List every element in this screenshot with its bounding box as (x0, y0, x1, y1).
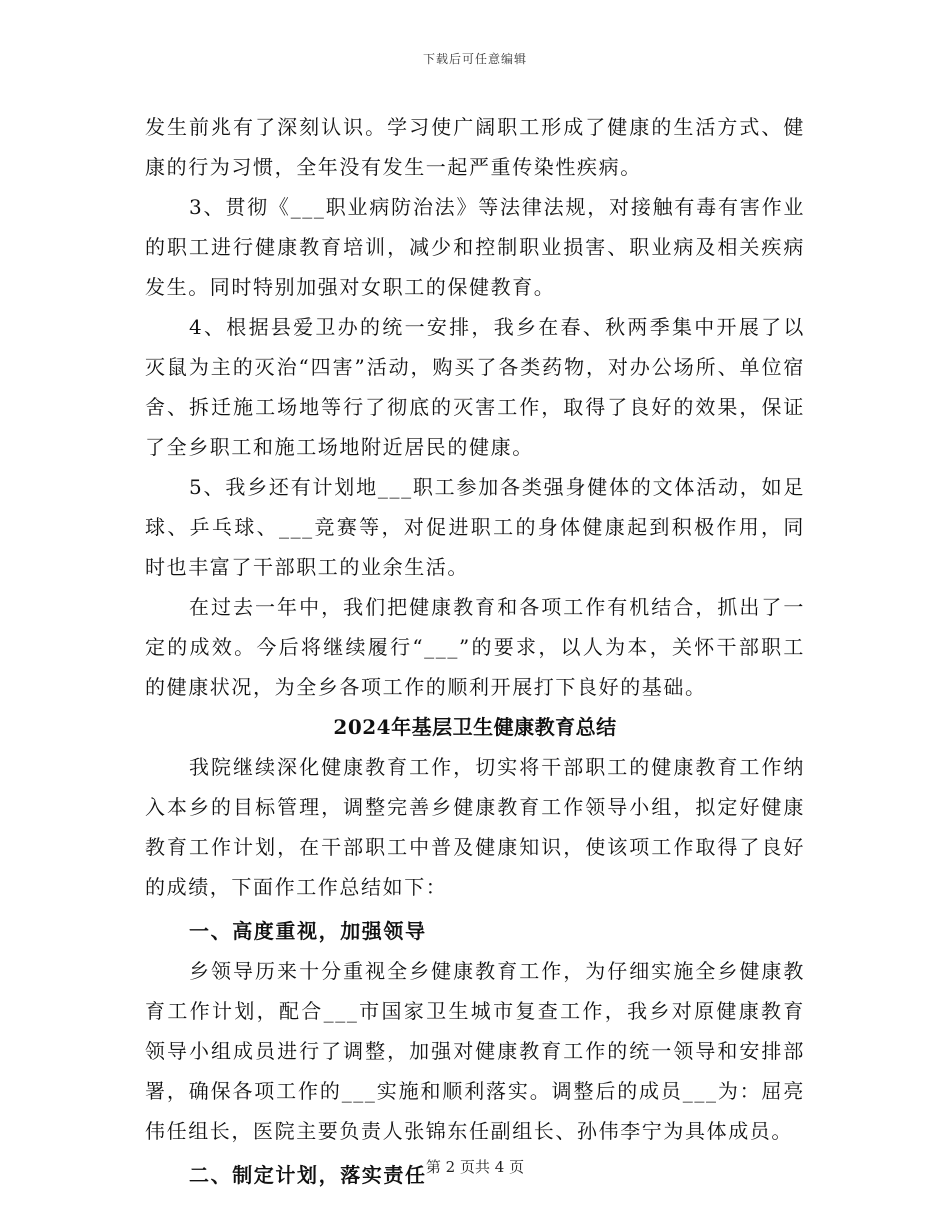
heading-2: 二、制定计划，落实责任 (189, 1163, 427, 1187)
paragraph-item-4: 4、根据县爱卫办的统一安排，我乡在春、秋两季集中开展了以灭鼠为主的灭治“四害”活动，购买了各类药物，对办公场所、单位宿舍、拆迁施工场地等行了彻底的灭害工作，取得了良好的效果，保证了全乡职工和施工场地附近居民的健康。 (145, 315, 805, 459)
paragraph-conclusion: 在过去一年中，我们把健康教育和各项工作有机结合，抓出了一定的成效。今后将继续履行“___”的要求，以人为本，关怀干部职工的健康状况，为全乡各项工作的顺利开展打下良好的基础。 (145, 595, 805, 699)
heading-1: 一、高度重视，加强领导 (189, 919, 427, 943)
paragraph-item-3: 3、贯彻《___职业病防治法》等法律法规，对接触有毒有害作业的职工进行健康教育培训，减少和控制职业损害、职业病及相关疾病发生。同时特别加强对女职工的保健教育。 (145, 195, 805, 299)
document-body (145, 107, 805, 1195)
section-title: 2024年基层卫生健康教育总结 (333, 715, 617, 739)
header-note: 下载后可任意编辑 (422, 52, 527, 66)
paragraph-intro: 我院继续深化健康教育工作，切实将干部职工的健康教育工作纳入本乡的目标管理，调整完善乡健康教育工作领导小组，拟定好健康教育工作计划，在干部职工中普及健康知识，使该项工作取得了良好的成绩，下面作工作总结如下： (145, 755, 805, 899)
page-number-footer: 第 2 页共 4 页 (425, 1158, 525, 1176)
paragraph-leadership: 乡领导历来十分重视全乡健康教育工作，为仔细实施全乡健康教育工作计划，配合___市国家卫生城市复查工作，我乡对原健康教育领导小组成员进行了调整，加强对健康教育工作的统一领导和安排部署，确保各项工作的___实施和顺利落实。调整后的成员___为：屈亮伟任组长，医院主要负责人张锦东任副组长、孙伟李宁为具体成员。 (145, 959, 805, 1143)
paragraph-continued: 发生前兆有了深刻认识。学习使广阔职工形成了健康的生活方式、健康的行为习惯，全年没有发生一起严重传染性疾病。 (145, 115, 805, 179)
paragraph-item-5: 5、我乡还有计划地___职工参加各类强身健体的文体活动，如足球、乒乓球、___竞赛等，对促进职工的身体健康起到积极作用，同时也丰富了干部职工的业余生活。 (145, 475, 805, 579)
